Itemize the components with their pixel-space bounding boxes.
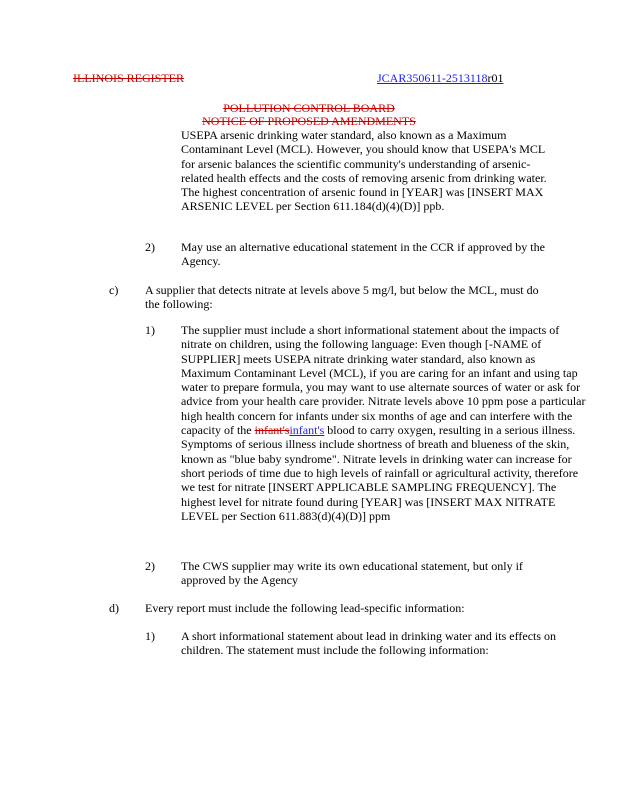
inserted-text: infant's <box>289 423 325 438</box>
item-d1-number: 1) <box>145 629 155 643</box>
item-c1-number: 1) <box>145 323 155 337</box>
item-c1-text <box>181 323 586 523</box>
subsection-d-number: d) <box>109 601 119 615</box>
item-d1-text: A short informational statement about lead in drinking water and its effects on children. The statement must include the following information: <box>181 629 557 658</box>
item-b2-number: 2) <box>145 240 155 254</box>
register-header: ILLINOIS REGISTER <box>73 71 184 85</box>
item-c1-text-before: The supplier must include a short informational statement about the impacts of nitrate on children, using the following language: Even though [-NAME of SUPPLIER] meets USEPA nitrate drinking water standard, also known as Maximum Contaminant Level (MCL), if you are caring for an infant and using tap water to prepare formula, you may want to use alternate sources of water or ask for advice from your health care provider. Nitrate levels above 10 ppm pose a particular high health concern for infants under six months of age and can interfere with the capacity of the <box>181 323 586 438</box>
jcar-suffix: r01 <box>487 71 504 85</box>
jcar-reference <box>377 71 503 86</box>
item-b2-text: May use an alternative educational statement in the CCR if approved by the Agency. <box>181 240 545 269</box>
jcar-id: JCAR350611-2513118 <box>377 71 488 85</box>
subsection-c-number: c) <box>109 283 119 297</box>
item-c1-text-after: blood to carry oxygen, resulting in a serious illness. Symptoms of serious illness include shortness of breath and blueness of the skin, known as "blue baby syndrome". Nitrate levels in drinking water can increase for short periods of time due to high levels of rainfall or agricultural activity, therefore we test for nitrate [INSERT APPLICABLE SAMPLING FREQUENCY]. The highest level for nitrate found during [YEAR] was [INSERT MAX NITRATE LEVEL per Section 611.883(d)(4)(D)] ppm <box>181 423 579 523</box>
subsection-d-text: Every report must include the following lead-specific information: <box>145 601 465 615</box>
agency-name: POLLUTION CONTROL BOARD <box>223 101 395 115</box>
continuation-paragraph: USEPA arsenic drinking water standard, also known as a Maximum Contaminant Level (MCL). However, you should know that USEPA's MCL for arsenic balances the scientific community's understanding of arsenic-related health effects and the costs of removing arsenic from drinking water. The highest concentration of arsenic found in [YEAR] was [INSERT MAX ARSENIC LEVEL per Section 611.184(d)(4)(D)] ppb. <box>181 128 547 214</box>
item-c2-number: 2) <box>145 559 155 573</box>
item-c2-text: The CWS supplier may write its own educational statement, but only if approved by the Agency <box>181 559 523 588</box>
notice-title: NOTICE OF PROPOSED AMENDMENTS <box>202 114 416 128</box>
subsection-c-text: A supplier that detects nitrate at levels above 5 mg/l, but below the MCL, must do the following: <box>145 283 539 312</box>
deleted-text: infant's <box>254 423 290 438</box>
